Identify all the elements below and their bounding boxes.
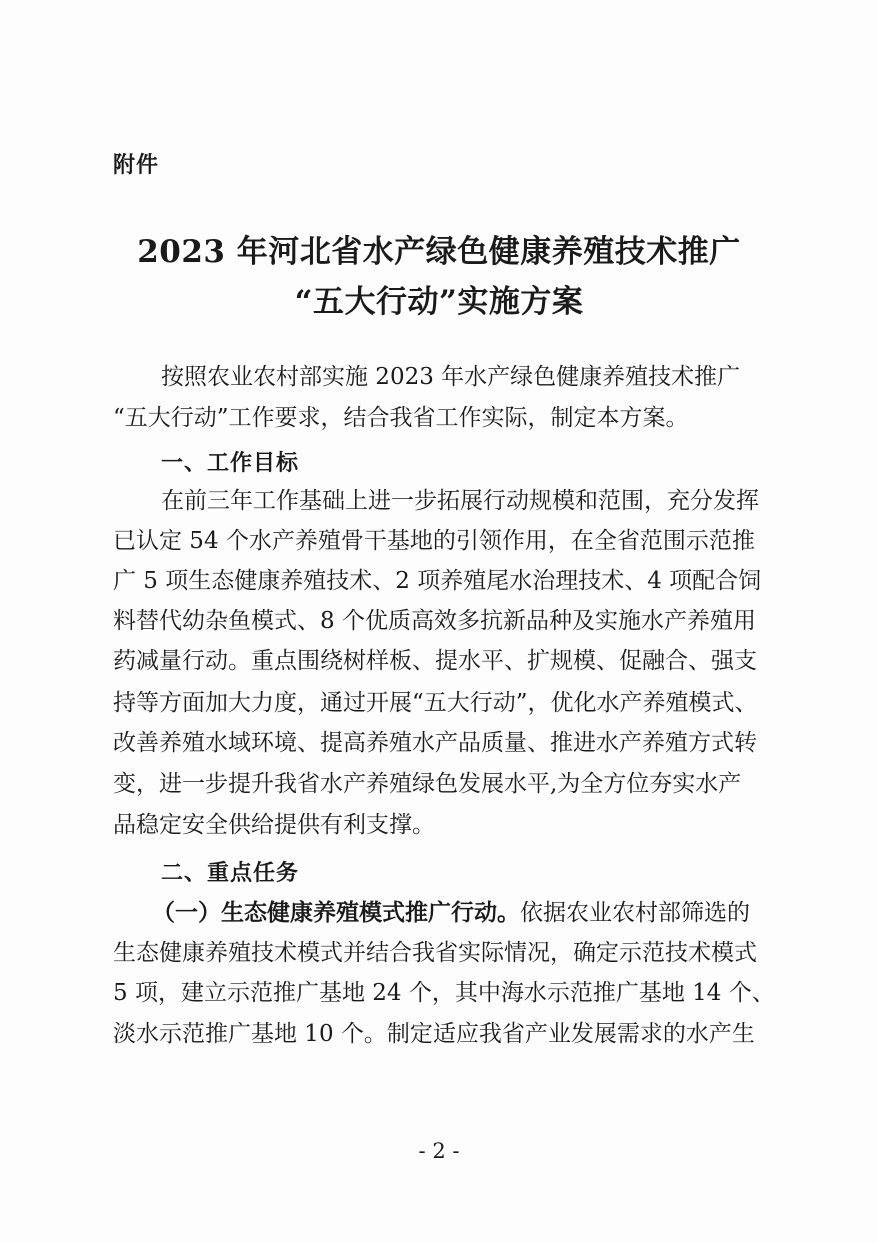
- document-title-line-1: 2023 年河北省水产绿色健康养殖技术推广: [137, 234, 741, 270]
- section-1-line: 品稳定安全供给提供有利支撑。: [113, 812, 435, 838]
- section-1-line: 在前三年工作基础上进一步拓展行动规模和范围，充分发挥: [161, 488, 759, 514]
- section-1-line: 变，进一步提升我省水产养殖绿色发展水平,为全方位夯实水产: [113, 771, 742, 797]
- intro-line-1: 按照农业农村部实施 2023 年水产绿色健康养殖技术推广: [161, 364, 741, 390]
- subsection-text: 依据农业农村部筛选的: [520, 900, 750, 926]
- section-1-line: 已认定 54 个水产养殖骨干基地的引领作用，在全省范围示范推: [113, 528, 755, 554]
- section-1-line: 持等方面加大力度，通过开展“五大行动”，优化水产养殖模式、: [113, 690, 758, 716]
- section-2-line: 生态健康养殖技术模式并结合我省实际情况，确定示范技术模式: [113, 940, 757, 966]
- section-1-line: 药减量行动。重点围绕树样板、提水平、扩规模、促融合、强支: [113, 648, 757, 674]
- section-2-line: 淡水示范推广基地 10 个。制定适应我省产业发展需求的水产生: [113, 1021, 755, 1047]
- intro-line-2: “五大行动”工作要求，结合我省工作实际，制定本方案。: [113, 405, 689, 431]
- document-title-line-2: “五大行动”实施方案: [294, 284, 584, 320]
- subsection-heading: （一）生态健康养殖模式推广行动。: [152, 900, 520, 926]
- section-1-line: 料替代幼杂鱼模式、8 个优质高效多抗新品种及实施水产养殖用: [113, 608, 756, 634]
- page-number: - 2 -: [418, 1139, 460, 1163]
- section-2-line: 5 项，建立示范推广基地 24 个，其中海水示范推广基地 14 个、: [113, 980, 775, 1006]
- section-1-heading: 一、工作目标: [161, 451, 300, 476]
- attachment-label: 附件: [113, 153, 160, 178]
- section-1-line: 广 5 项生态健康养殖技术、2 项养殖尾水治理技术、4 项配合饲: [113, 568, 762, 594]
- section-2-first-line: [152, 898, 750, 928]
- section-1-line: 改善养殖水域环境、提高养殖水产品质量、推进水产养殖方式转: [113, 730, 757, 756]
- section-2-heading: 二、重点任务: [161, 861, 300, 886]
